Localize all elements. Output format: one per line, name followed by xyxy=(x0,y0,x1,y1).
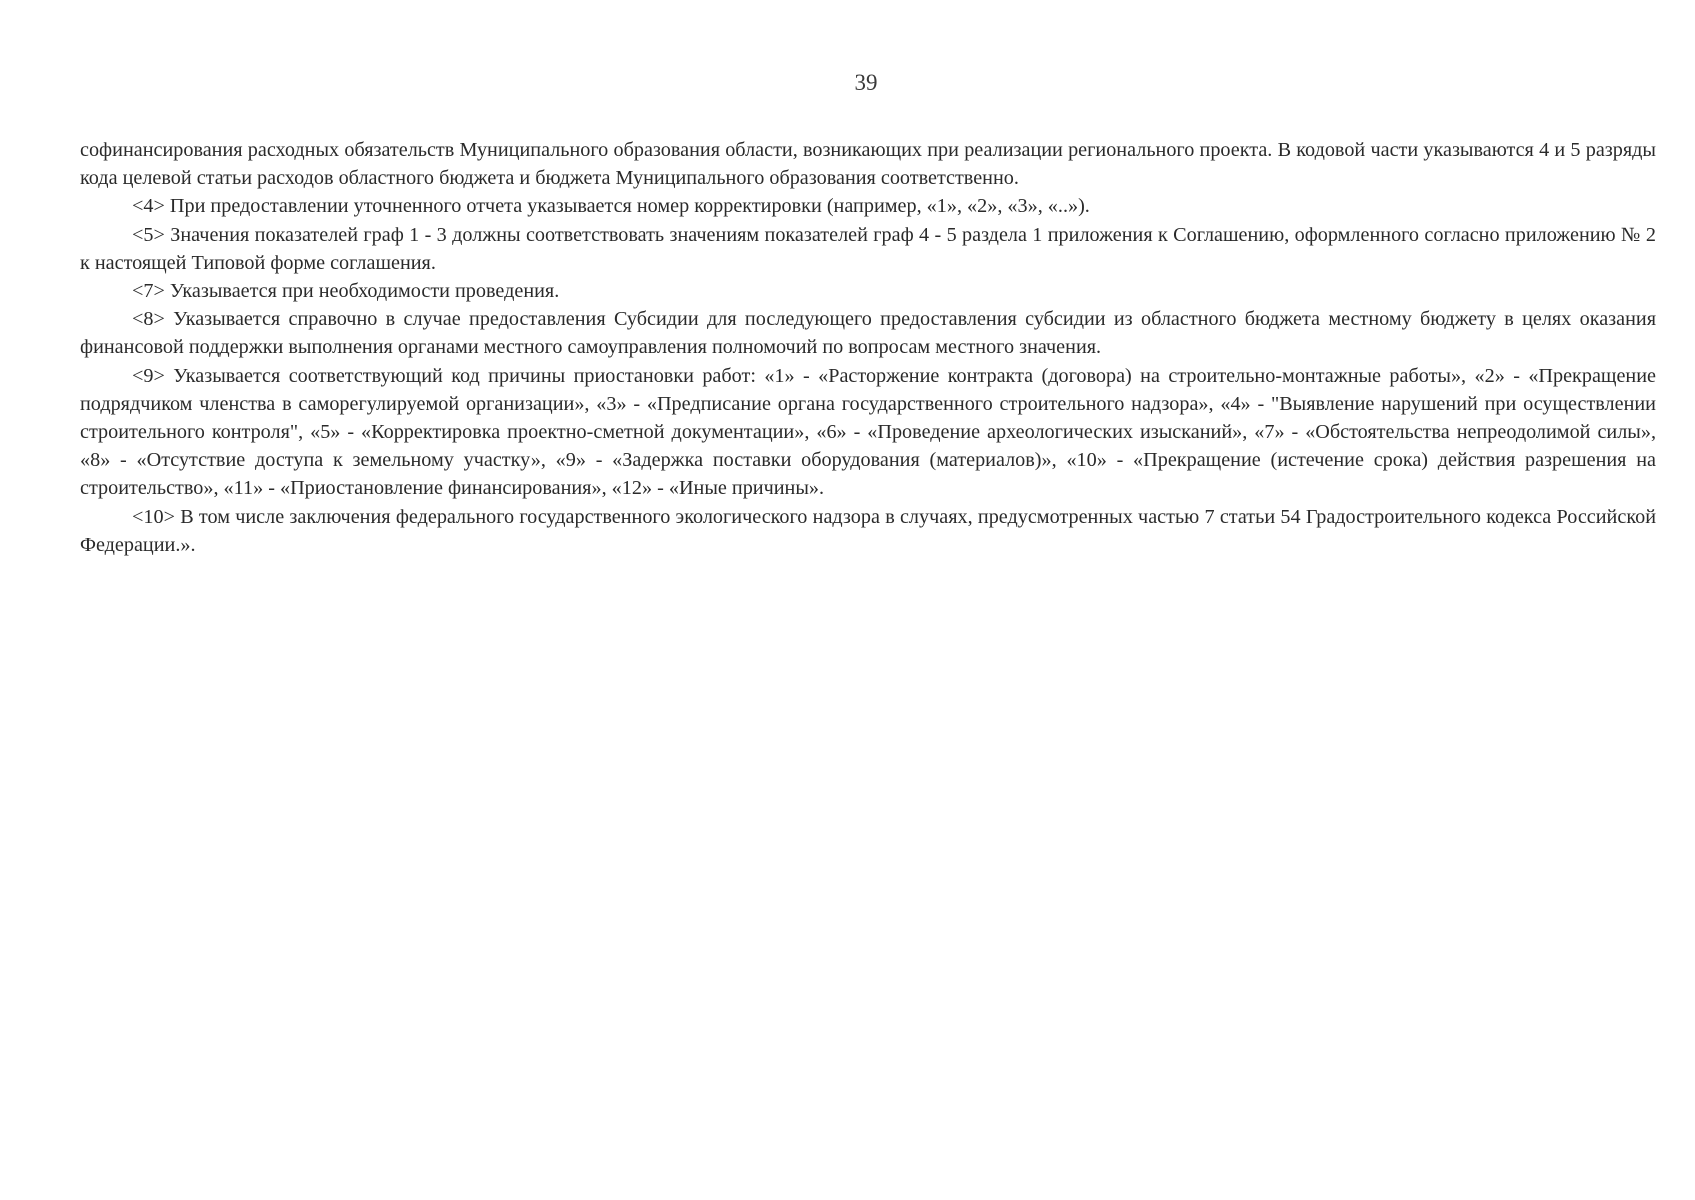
footnote-5: <5> Значения показателей граф 1 - 3 должны соответствовать значениям показателей граф 4 - 5 раздела 1 приложения к Соглашению, оформленного согласно приложению № 2 к настоящей Типовой форме соглашения. xyxy=(80,223,1656,274)
footnote-10: <10> В том числе заключения федерального государственного экологического надзора в случаях, предусмотренных частью 7 статьи 54 Градостроительного кодекса Российской Федерации.». xyxy=(80,505,1656,556)
page-number: 39 xyxy=(854,70,878,95)
footnote-4: <4> При предоставлении уточненного отчета указывается номер корректировки (например, «1», «2», «3», «..»). xyxy=(132,195,1090,218)
footnote-7: <7> Указывается при необходимости проведения. xyxy=(132,280,560,303)
footnote-8: <8> Указывается справочно в случае предоставления Субсидии для последующего предоставления субсидии из областного бюджета местному бюджету в целях оказания финансовой поддержки выполнения органами местного самоуправления полномочий по вопросам местного значения. xyxy=(80,308,1656,359)
footnote-9: <9> Указывается соответствующий код причины приостановки работ: «1» - «Расторжение контракта (договора) на строительно-монтажные работы», «2» - «Прекращение подрядчиком членства в саморегулируемой организации», «3» - «Предписание органа государственного строительного надзора», «4» - "Выявление нарушений при осуществлении строительного контроля", «5» - «Корректировка проектно-сметной документации», «6» - «Проведение археологических изысканий», «7» - «Обстоятельства непреодолимой силы», «8» - «Отсутствие доступа к земельному участку», «9» - «Задержка поставки оборудования (материалов)», «10» - «Прекращение (истечение срока) действия разрешения на строительство», «11» - «Приостановление финансирования», «12» - «Иные причины». xyxy=(80,364,1656,500)
footnote-continuation: софинансирования расходных обязательств Муниципального образования области, возникающих при реализации регионального проекта. В кодовой части указываются 4 и 5 разряды кода целевой статьи расходов областного бюджета и бюджета Муниципального образования соответственно. xyxy=(80,139,1656,190)
footnotes-section xyxy=(80,136,1656,559)
